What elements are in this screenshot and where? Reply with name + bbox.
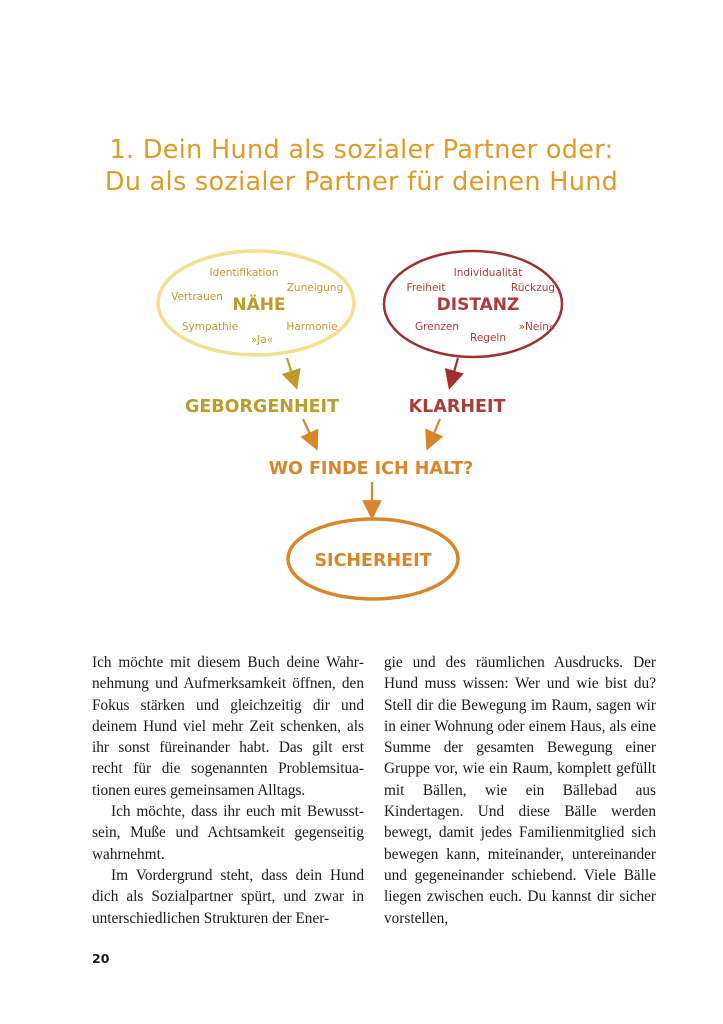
naehe-title: NÄHE <box>232 295 286 315</box>
distanz-word-regeln: Regeln <box>470 332 506 344</box>
distanz-word-nein: »Nein« <box>518 321 556 333</box>
question-label: WO FINDE ICH HALT? <box>268 459 474 479</box>
distanz-title: DISTANZ <box>436 295 520 315</box>
body-paragraph: Im Vordergrund steht, dass dein Hund dich als Sozialpartner spürt, und zwar in unterschiedlichen Strukturen der Ener- <box>92 866 364 927</box>
body-paragraph: gie und des räumlichen Ausdrucks. Der Hund muss wissen: Wer und wie bist du? Stell dir die Bewegung im Raum, sagen wir in einer Wohnung oder einem Haus, als eine Summe der gesamten Bewegung einer Gruppe vor, wie ein Raum, komplett gefüllt mit Bällen, wie ein Bällebad aus Kindertagen. Und diese Bälle werden bewegt, damit jedes Familienmitglied sich bewegen kann, miteinander, untereinander und gegeneinander schiebend. Viele Bälle liegen zwischen euch. Du kannst dir sicher vorstellen, <box>384 654 656 927</box>
distanz-word-individualitaet: Individualität <box>453 267 523 279</box>
body-column-right <box>384 652 656 929</box>
naehe-word-zuneigung: Zuneigung <box>286 282 344 294</box>
geborgenheit-label: GEBORGENHEIT <box>184 397 340 417</box>
distanz-word-freiheit: Freiheit <box>406 282 446 294</box>
klarheit-label: KLARHEIT <box>408 397 506 417</box>
sicherheit-label: SICHERHEIT <box>314 551 432 571</box>
chapter-heading-line-1: 1. Dein Hund als sozialer Partner oder: <box>109 135 614 165</box>
body-paragraph: Ich möchte mit diesem Buch deine Wahrnehmung und Aufmerksamkeit öffnen, den Fokus stärken und gleichzeitig dir und deinem Hund viel mehr Zeit schenken, als ihr sonst füreinander habt. Das gilt erst recht für die sogenannten Problemsituationen eures gemeinsamen Alltags. <box>92 654 364 799</box>
naehe-word-vertrauen: Vertrauen <box>171 291 223 303</box>
body-column-left <box>92 652 364 929</box>
distanz-word-rueckzug: Rückzug <box>510 282 556 294</box>
arrow-geborgenheit-to-question <box>303 419 316 447</box>
naehe-word-harmonie: Harmonie <box>286 321 338 333</box>
body-paragraph: Ich möchte, dass ihr euch mit Bewusstsein, Muße und Achtsamkeit gegenseitig wahrnehmt. <box>92 803 364 863</box>
chapter-heading-line-2: Du als sozialer Partner für deinen Hund <box>104 167 619 197</box>
arrow-naehe-to-geborgenheit <box>287 358 296 386</box>
distanz-word-grenzen: Grenzen <box>415 321 459 333</box>
naehe-word-ja: »Ja« <box>250 334 274 346</box>
naehe-word-sympathie: Sympathie <box>181 321 239 333</box>
naehe-word-identifikation: Identifikation <box>209 267 279 279</box>
arrow-distanz-to-klarheit <box>450 358 458 386</box>
page-number: 20 <box>92 951 110 966</box>
arrow-klarheit-to-question <box>428 419 440 447</box>
